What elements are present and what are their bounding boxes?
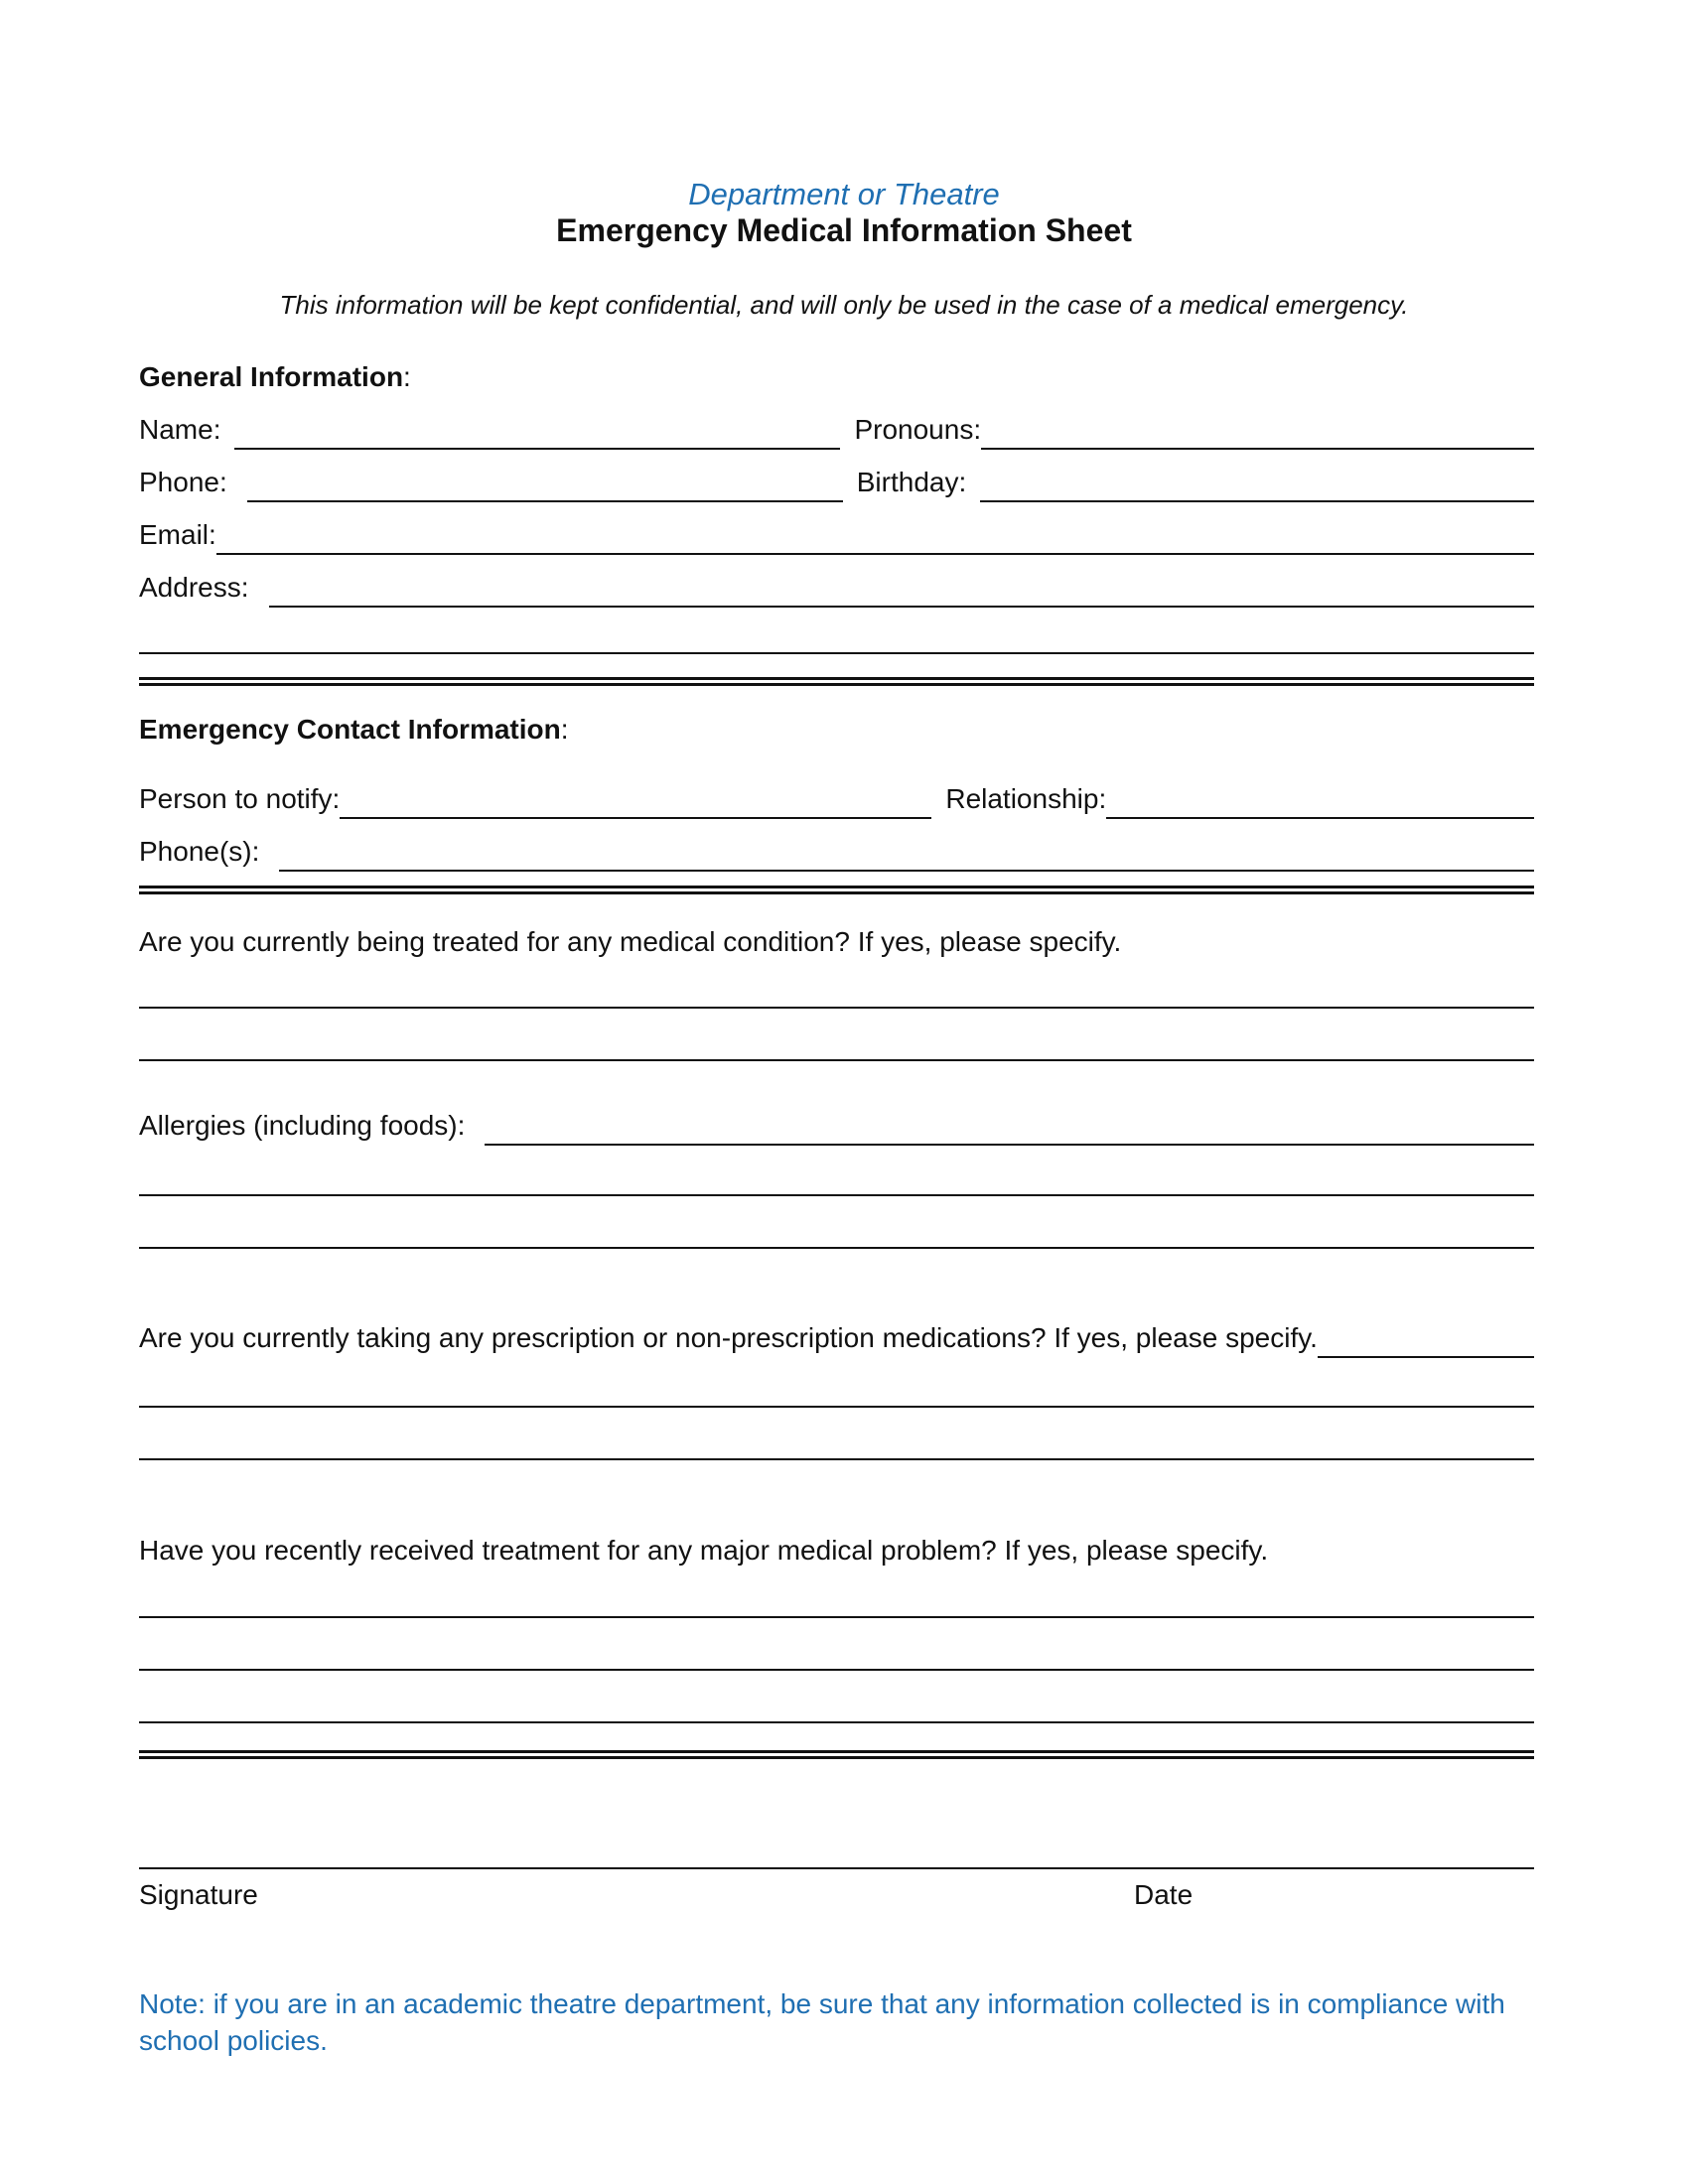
name-pronouns-row (139, 410, 1534, 450)
medical-condition-line-2[interactable] (139, 1059, 1534, 1061)
emergency-phones-row (139, 832, 1534, 872)
allergies-line-3[interactable] (139, 1247, 1534, 1249)
email-label: Email: (139, 519, 216, 550)
address-line-2[interactable] (139, 652, 1534, 654)
medications-field[interactable] (1318, 1326, 1534, 1358)
section-divider (139, 677, 1534, 686)
signature-label: Signature (139, 1879, 258, 1910)
allergies-field[interactable] (485, 1114, 1534, 1146)
pronouns-label: Pronouns: (854, 414, 982, 445)
name-field[interactable] (234, 418, 840, 450)
general-info-heading-row (139, 357, 1534, 397)
emergency-phones-field[interactable] (279, 840, 1534, 872)
relationship-field[interactable] (1106, 787, 1534, 819)
general-info-colon: : (403, 361, 411, 392)
birthday-field[interactable] (980, 471, 1534, 502)
department-name: Department or Theatre (688, 177, 1000, 211)
medications-question: Are you currently taking any prescription or non-prescription medications? If yes, please specify. (139, 1322, 1318, 1353)
address-field[interactable] (269, 576, 1535, 608)
allergies-label: Allergies (including foods): (139, 1110, 466, 1141)
confidentiality-note: This information will be kept confidential, and will only be used in the case of a medical emergency. (279, 290, 1409, 320)
recent-treatment-line-1[interactable] (139, 1616, 1534, 1618)
phone-label: Phone: (139, 467, 227, 497)
medical-condition-line-1[interactable] (139, 1007, 1534, 1009)
phone-field[interactable] (247, 471, 843, 502)
emergency-heading: Emergency Contact Information (139, 714, 561, 745)
recent-treatment-line-2[interactable] (139, 1669, 1534, 1671)
address-label: Address: (139, 572, 249, 603)
medications-row (139, 1318, 1534, 1358)
email-row (139, 515, 1534, 555)
phone-birthday-row (139, 463, 1534, 502)
name-label: Name: (139, 414, 221, 445)
signature-line[interactable] (139, 1867, 1534, 1869)
general-info-heading: General Information (139, 361, 404, 392)
email-field[interactable] (216, 523, 1534, 555)
medications-line-2[interactable] (139, 1406, 1534, 1408)
medical-condition-question: Are you currently being treated for any medical condition? If yes, please specify. (139, 926, 1122, 957)
emergency-phones-label: Phone(s): (139, 836, 260, 867)
section-divider (139, 1750, 1534, 1759)
section-divider (139, 886, 1534, 894)
medications-line-3[interactable] (139, 1458, 1534, 1460)
birthday-label: Birthday: (856, 467, 967, 497)
footer-note: Note: if you are in an academic theatre department, be sure that any information collected is in compliance with school policies. (139, 1988, 1505, 2056)
person-to-notify-label: Person to notify: (139, 783, 341, 814)
address-row (139, 568, 1534, 608)
recent-treatment-question: Have you recently received treatment for any major medical problem? If yes, please specify. (139, 1535, 1269, 1566)
allergies-line-2[interactable] (139, 1194, 1534, 1196)
person-to-notify-field[interactable] (340, 787, 931, 819)
relationship-label: Relationship: (945, 783, 1107, 814)
person-relationship-row (139, 779, 1534, 819)
emergency-heading-row (139, 710, 1534, 750)
recent-treatment-line-3[interactable] (139, 1721, 1534, 1723)
pronouns-field[interactable] (981, 418, 1534, 450)
allergies-row (139, 1106, 1534, 1146)
emergency-colon: : (560, 714, 569, 745)
date-label: Date (1134, 1879, 1194, 1910)
form-title: Emergency Medical Information Sheet (556, 212, 1132, 248)
